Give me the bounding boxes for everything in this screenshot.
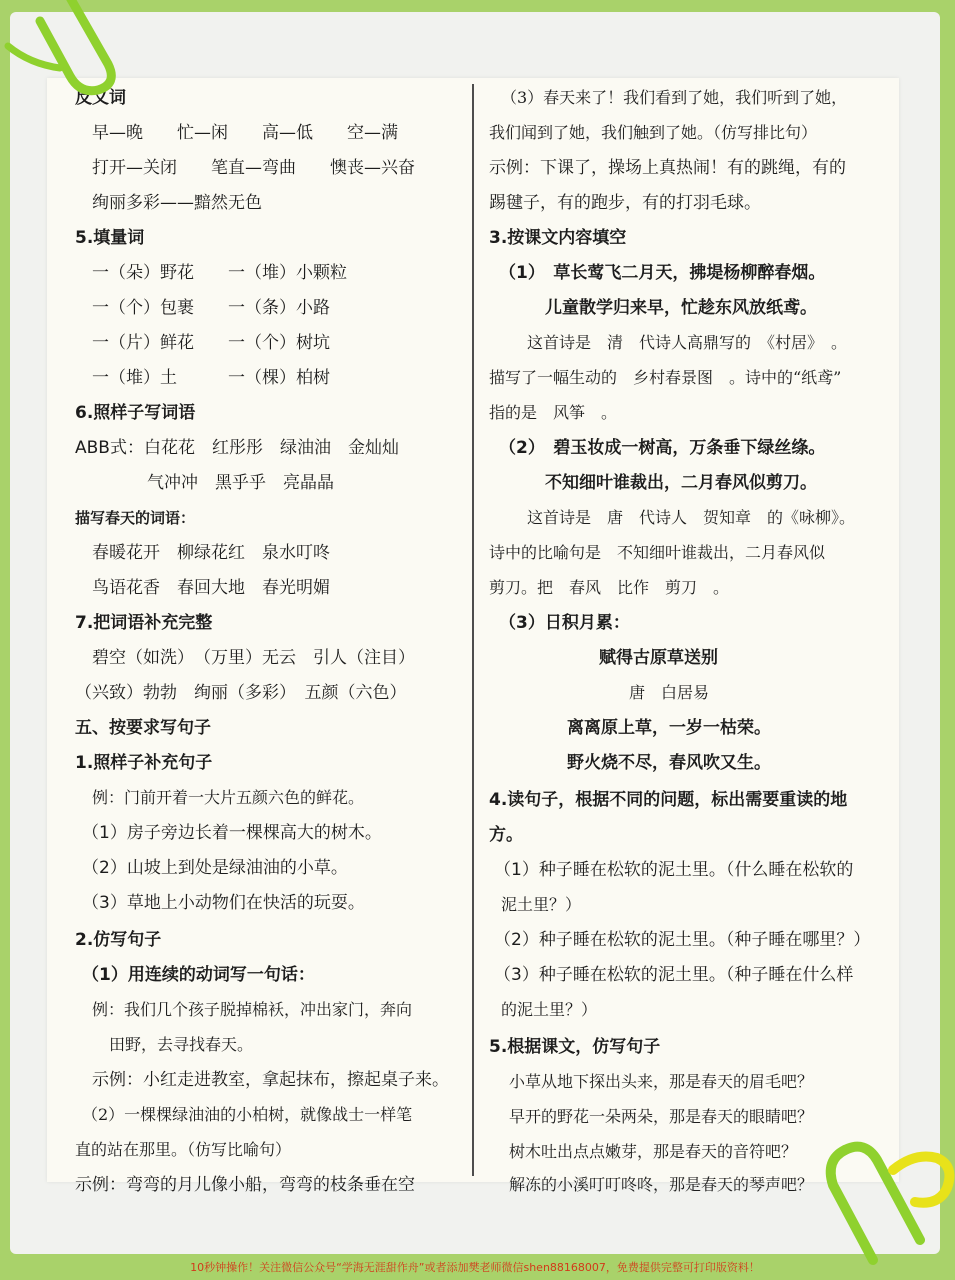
subheading-verbs: （1）用连续的动词写一句话：: [82, 965, 315, 985]
answer-line: 诗中的比喻句是 不知细叶谁裁出，二月春风似: [489, 543, 826, 562]
answer-line: （1）房子旁边长着一棵棵高大的树木。: [82, 823, 382, 843]
answer-line: （3）种子睡在松软的泥土里。（种子睡在什么样: [494, 965, 854, 985]
example-sentence: 例：门前开着一大片五颜六色的鲜花。: [92, 788, 365, 807]
answer-line: 描写了一幅生动的 乡村春景图 。诗中的“纸鸢”: [489, 368, 842, 387]
list-item: 一（堆）土 一（棵）柏树: [92, 368, 330, 388]
list-item: （兴致）勃勃 绚丽（多彩） 五颜（六色）: [75, 683, 407, 703]
example-sentence: 解冻的小溪叮叮咚咚，那是春天的琴声吧？: [509, 1175, 814, 1194]
answer-line: 指的是 风筝 。: [489, 403, 618, 422]
list-item: 气冲冲 黑乎乎 亮晶晶: [147, 473, 334, 493]
example-sentence: 直的站在那里。（仿写比喻句）: [75, 1140, 292, 1159]
column-divider: [472, 84, 474, 1176]
poem-line: 离离原上草，一岁一枯荣。: [567, 718, 771, 738]
subheading-daily: （3）日积月累：: [499, 613, 630, 633]
heading-write-words: 6.照样子写词语: [75, 403, 196, 423]
list-item: 绚丽多彩——黯然无色: [92, 193, 262, 213]
answer-line: 示例：弯弯的月儿像小船，弯弯的枝条垂在空: [75, 1175, 415, 1195]
list-item: 一（朵）野花 一（堆）小颗粒: [92, 263, 347, 283]
list-item: ABB式：白花花 红彤彤 绿油油 金灿灿: [75, 438, 399, 458]
footer-notice: 10秒钟操作！关注微信公众号“学海无涯甜作舟”或者添加樊老师微信shen88168007，免费提供完整可打印版资料！: [190, 1261, 760, 1274]
heading-imitate-sentences: 2.仿写句子: [75, 930, 162, 950]
example-sentence: 例：我们几个孩子脱掉棉袄，冲出家门，奔向: [92, 1000, 413, 1019]
heading-read-sentences-cont: 方。: [489, 825, 523, 845]
heading-imitate-by-text: 5.根据课文，仿写句子: [489, 1037, 661, 1057]
list-item: 打开—关闭 笔直—弯曲 懊丧—兴奋: [92, 158, 415, 178]
answer-line: （3）草地上小动物们在快活的玩耍。: [82, 893, 365, 913]
answer-line: 这首诗是 清 代诗人高鼎写的 《村居》 。: [527, 333, 848, 352]
list-item: 碧空（如洗） （万里）无云 引人（注目）: [92, 648, 415, 668]
list-item: 鸟语花香 春回大地 春光明媚: [92, 578, 330, 598]
answer-line: 的泥土里？）: [501, 1000, 598, 1019]
list-item: 一（个）包裹 一（条）小路: [92, 298, 330, 318]
example-sentence: 我们闻到了她，我们触到了她。（仿写排比句）: [489, 123, 818, 142]
answer-line: 踢毽子，有的跑步，有的打羽毛球。: [489, 193, 761, 213]
heading-section-five: 五、按要求写句子: [75, 718, 211, 738]
heading-fill-blanks: 3.按课文内容填空: [489, 228, 627, 248]
example-sentence: （2）一棵棵绿油油的小柏树，就像战士一样笔: [82, 1105, 413, 1124]
answer-line: 剪刀。把 春风 比作 剪刀 。: [489, 578, 730, 597]
answer-line: 这首诗是 唐 代诗人 贺知章 的《咏柳》。: [527, 508, 856, 527]
poem-line: 野火烧不尽，春风吹又生。: [567, 753, 771, 773]
answer-line: 泥土里？）: [501, 895, 582, 914]
poem-line: 不知细叶谁裁出，二月春风似剪刀。: [545, 473, 817, 493]
example-sentence: 田野，去寻找春天。: [109, 1035, 254, 1054]
list-item: 春暖花开 柳绿花红 泉水叮咚: [92, 543, 330, 563]
answer-line: 示例：下课了，操场上真热闹！有的跳绳，有的: [489, 158, 846, 178]
answer-line: （1）种子睡在松软的泥土里。（什么睡在松软的: [494, 860, 854, 880]
paperclip-top-left-icon: [0, 0, 110, 96]
paperclip-bottom-right-icon: [815, 1130, 955, 1280]
answer-line: （2）山坡上到处是绿油油的小草。: [82, 858, 348, 878]
heading-read-sentences: 4.读句子，根据不同的问题，标出需要重读的地: [489, 790, 848, 810]
poem-author: 唐 白居易: [629, 683, 710, 702]
poem-line: 儿童散学归来早，忙趁东风放纸鸢。: [545, 298, 817, 318]
example-sentence: 小草从地下探出头来，那是春天的眉毛吧？: [509, 1072, 814, 1091]
subheading-spring-words: 描写春天的词语：: [75, 509, 196, 527]
list-item: 早—晚 忙—闲 高—低 空—满: [92, 123, 398, 143]
example-sentence: 树木吐出点点嫩芽，那是春天的音符吧？: [509, 1142, 798, 1161]
poem-title: 赋得古原草送别: [599, 648, 718, 668]
list-item: 一（片）鲜花 一（个）树坑: [92, 333, 330, 353]
example-sentence: （3）春天来了！我们看到了她，我们听到了她，: [501, 88, 848, 107]
heading-example-sentences: 1.照样子补充句子: [75, 753, 213, 773]
answer-line: （2）种子睡在松软的泥土里。（种子睡在哪里？）: [494, 930, 871, 950]
heading-measure-words: 5.填量词: [75, 228, 145, 248]
answer-line: 示例：小红走进教室，拿起抹布，擦起桌子来。: [92, 1070, 449, 1090]
example-sentence: 早开的野花一朵两朵，那是春天的眼睛吧？: [509, 1107, 814, 1126]
poem-line: （1） 草长莺飞二月天，拂堤杨柳醉春烟。: [499, 263, 826, 283]
poem-line: （2） 碧玉妆成一树高，万条垂下绿丝绦。: [499, 438, 826, 458]
worksheet-page: [47, 78, 899, 1195]
heading-antonyms: 反义词: [75, 88, 126, 108]
heading-complete-words: 7.把词语补充完整: [75, 613, 213, 633]
